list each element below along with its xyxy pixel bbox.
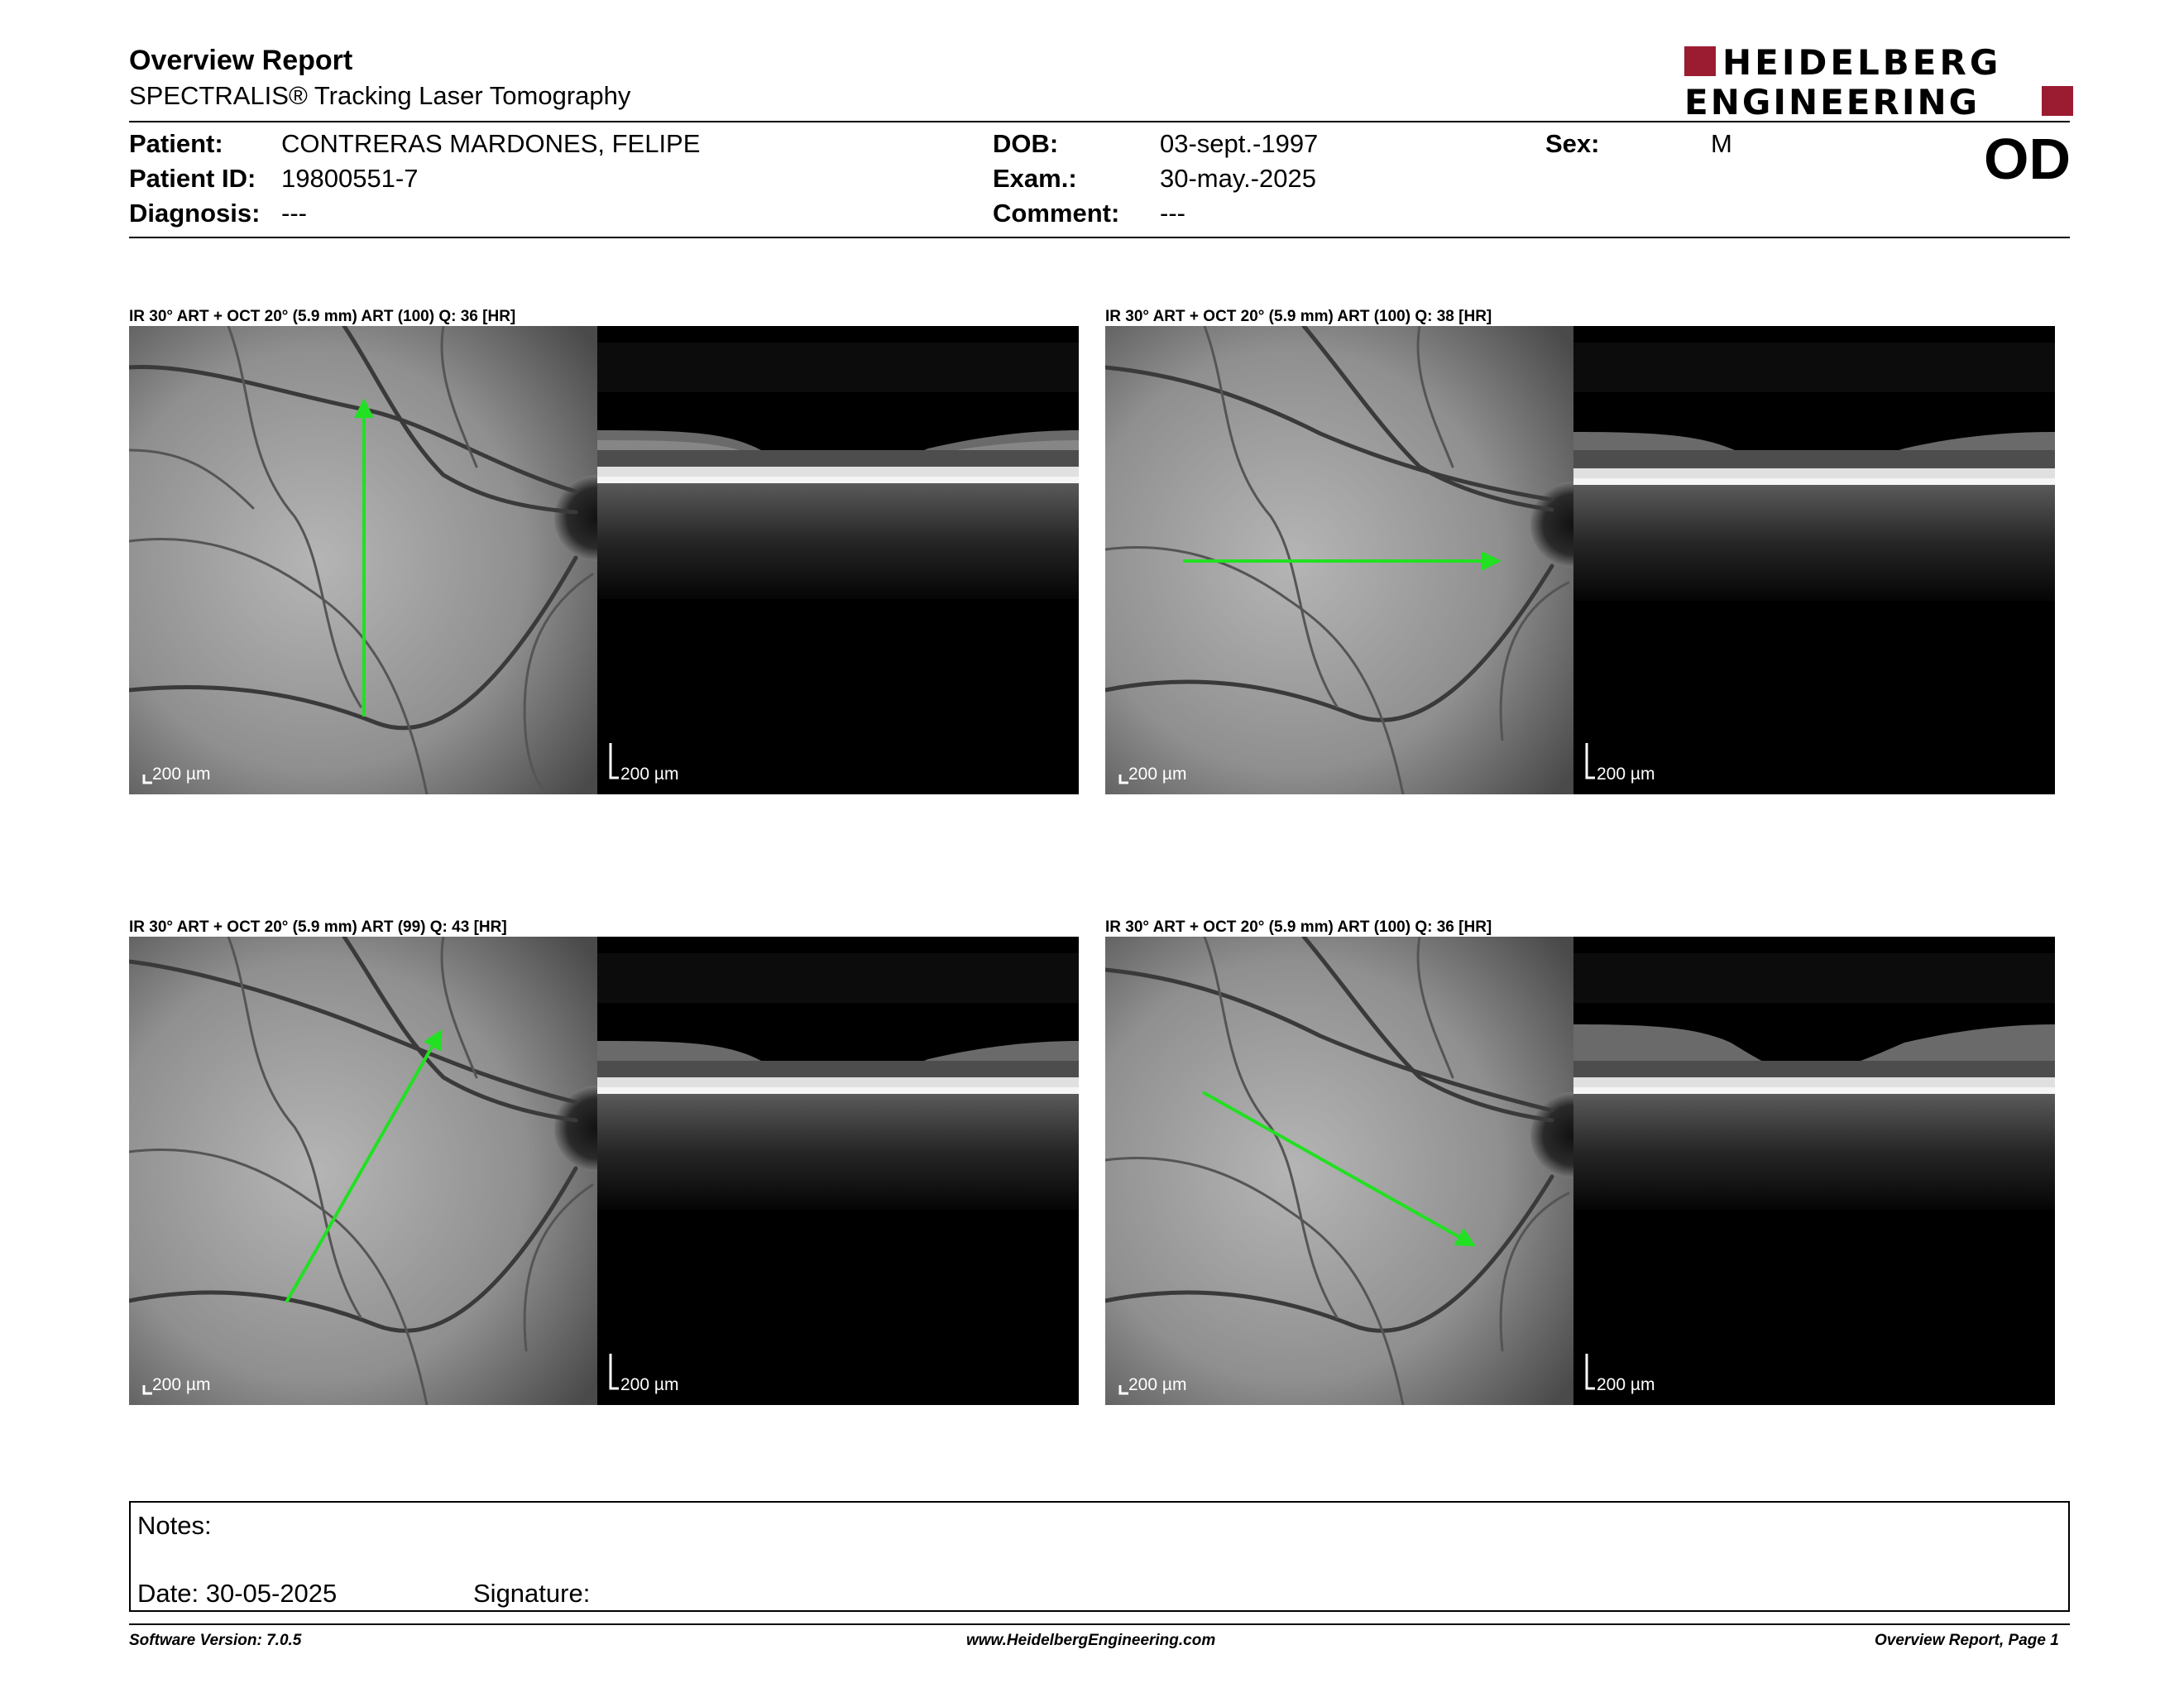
scan-images <box>1105 326 2055 794</box>
diagnosis-value: --- <box>281 199 307 228</box>
fundus-scale-label: 200 µm <box>152 765 211 784</box>
fundus-scale-label: 200 µm <box>152 1375 211 1394</box>
notes-box[interactable] <box>129 1501 2070 1612</box>
scan-caption: IR 30° ART + OCT 20° (5.9 mm) ART (100) Q: 36 [HR] <box>1105 918 1492 936</box>
oct-bscan-image[interactable] <box>1573 326 2055 794</box>
patient-name: CONTRERAS MARDONES, FELIPE <box>281 129 701 158</box>
patient-id-value: 19800551-7 <box>281 164 419 193</box>
oct-scale-label: 200 µm <box>1597 765 1655 784</box>
date-label: Date: 30-05-2025 <box>137 1579 338 1608</box>
scan-images <box>129 937 1079 1405</box>
software-version: Software Version: 7.0.5 <box>129 1632 302 1649</box>
fundus-scale-label: 200 µm <box>1128 1375 1187 1394</box>
oct-scale-label: 200 µm <box>620 765 679 784</box>
page-number: Overview Report, Page 1 <box>1875 1632 2059 1649</box>
scan-caption: IR 30° ART + OCT 20° (5.9 mm) ART (99) Q: 43 [HR] <box>129 918 507 936</box>
patient-id-label: Patient ID: <box>129 164 256 193</box>
fundus-image[interactable] <box>129 326 597 794</box>
logo-line1: HEIDELBERG <box>1722 43 2002 83</box>
header-divider <box>129 121 2070 122</box>
sex-label: Sex: <box>1545 129 1600 158</box>
comment-value: --- <box>1160 199 1185 228</box>
scan-caption: IR 30° ART + OCT 20° (5.9 mm) ART (100) Q: 36 [HR] <box>129 308 516 325</box>
fundus-image[interactable] <box>1105 326 1573 794</box>
oct-scale-label: 200 µm <box>620 1375 679 1394</box>
diagnosis-label: Diagnosis: <box>129 199 261 228</box>
fundus-image[interactable] <box>129 937 597 1405</box>
patient-info-divider <box>129 237 2070 238</box>
comment-label: Comment: <box>993 199 1120 228</box>
logo-line2: ENGINEERING <box>1684 82 1980 119</box>
signature-label: Signature: <box>473 1579 591 1608</box>
scan-images <box>1105 937 2055 1405</box>
fundus-image[interactable] <box>1105 937 1573 1405</box>
notes-label: Notes: <box>137 1511 212 1540</box>
report-subtitle: SPECTRALIS® Tracking Laser Tomography <box>129 81 631 110</box>
oct-bscan-image[interactable] <box>1573 937 2055 1405</box>
patient-label: Patient: <box>129 129 223 158</box>
heidelberg-logo <box>1684 43 2073 119</box>
dob-label: DOB: <box>993 129 1059 158</box>
sex-value: M <box>1711 129 1732 158</box>
exam-label: Exam.: <box>993 164 1077 193</box>
eye-side-badge: OD <box>1984 127 2071 191</box>
scan-caption: IR 30° ART + OCT 20° (5.9 mm) ART (100) Q: 38 [HR] <box>1105 308 1492 325</box>
report-title: Overview Report <box>129 45 353 76</box>
exam-value: 30-may.-2025 <box>1160 164 1316 193</box>
footer-divider <box>129 1623 2070 1625</box>
oct-bscan-image[interactable] <box>597 326 1079 794</box>
dob-value: 03-sept.-1997 <box>1160 129 1319 158</box>
oct-scale-label: 200 µm <box>1597 1375 1655 1394</box>
website-link[interactable]: www.HeidelbergEngineering.com <box>966 1632 1216 1649</box>
scan-images <box>129 326 1079 794</box>
fundus-scale-label: 200 µm <box>1128 765 1187 784</box>
oct-bscan-image[interactable] <box>597 937 1079 1405</box>
